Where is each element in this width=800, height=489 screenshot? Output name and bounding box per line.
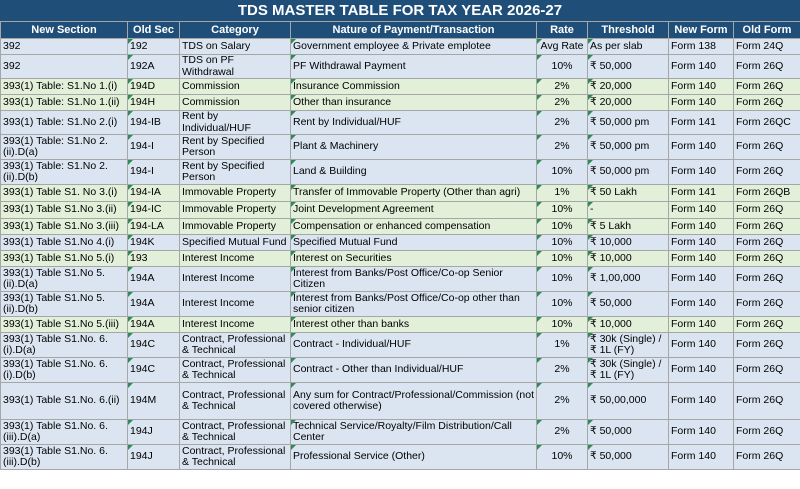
- new-section-cell: 393(1) Table S1.No. 6.(iii).D(a): [1, 420, 128, 445]
- category-cell: Contract, Professional & Technical: [180, 333, 291, 358]
- new-section-cell: 393(1) Table: S1.No 1.(i): [1, 79, 128, 95]
- old-sec-cell: 194A: [128, 292, 180, 317]
- threshold-cell: ₹ 50,000: [588, 420, 669, 445]
- new-section-cell: 393(1) Table: S1.No 1.(ii): [1, 95, 128, 111]
- nature-cell: Interest other than banks: [291, 317, 537, 333]
- threshold-cell: ₹ 1,00,000: [588, 267, 669, 292]
- table-row: [1, 111, 800, 135]
- table-row: [1, 219, 800, 235]
- old-form-cell: Form 26Q: [734, 202, 800, 219]
- new-form-cell: Form 140: [669, 219, 734, 235]
- new-form-cell: Form 141: [669, 185, 734, 202]
- old-form-cell: Form 26Q: [734, 267, 800, 292]
- old-form-cell: Form 26Q: [734, 420, 800, 445]
- table-row: [1, 79, 800, 95]
- nature-cell: Interest from Banks/Post Office/Co-op Senior Citizen: [291, 267, 537, 292]
- new-section-cell: 393(1) Table: S1.No 2.(i): [1, 111, 128, 135]
- category-cell: Specified Mutual Fund: [180, 235, 291, 251]
- new-section-cell: 393(1) Table S1.No 5.(i): [1, 251, 128, 267]
- old-sec-cell: 194H: [128, 95, 180, 111]
- category-cell: Interest Income: [180, 251, 291, 267]
- new-section-cell: 393(1) Table S1.No. 6.(iii).D(b): [1, 445, 128, 470]
- old-sec-cell: 194-I: [128, 135, 180, 160]
- nature-cell: Plant & Machinery: [291, 135, 537, 160]
- new-section-cell: 393(1) Table S1.No 3.(ii): [1, 202, 128, 219]
- nature-cell: Other than insurance: [291, 95, 537, 111]
- threshold-cell: ₹ 30k (Single) / ₹ 1L (FY): [588, 358, 669, 383]
- category-cell: Interest Income: [180, 317, 291, 333]
- old-sec-cell: 194-IA: [128, 185, 180, 202]
- threshold-cell: ₹ 50,000 pm: [588, 111, 669, 135]
- new-section-cell: 392: [1, 39, 128, 55]
- old-form-cell: Form 26Q: [734, 135, 800, 160]
- new-section-cell: 393(1) Table S1.No. 6.(ii): [1, 383, 128, 420]
- table-row: [1, 267, 800, 292]
- threshold-cell: ₹ 30k (Single) / ₹ 1L (FY): [588, 333, 669, 358]
- new-form-cell: Form 140: [669, 267, 734, 292]
- old-form-cell: Form 26QC: [734, 111, 800, 135]
- nature-cell: Compensation or enhanced compensation: [291, 219, 537, 235]
- new-form-cell: Form 140: [669, 202, 734, 219]
- nature-cell: Interest from Banks/Post Office/Co-op other than senior citizen: [291, 292, 537, 317]
- nature-cell: Government employee & Private emplotee: [291, 39, 537, 55]
- old-sec-cell: 192: [128, 39, 180, 55]
- threshold-cell: ₹ 50,000: [588, 445, 669, 470]
- old-form-cell: Form 26Q: [734, 55, 800, 79]
- old-sec-cell: 192A: [128, 55, 180, 79]
- new-form-cell: Form 140: [669, 95, 734, 111]
- old-form-cell: Form 26Q: [734, 219, 800, 235]
- category-cell: Rent by Specified Person: [180, 135, 291, 160]
- old-form-cell: Form 26Q: [734, 317, 800, 333]
- header-row: [1, 22, 800, 39]
- rate-cell: 10%: [537, 292, 588, 317]
- rate-cell: Avg Rate: [537, 39, 588, 55]
- old-sec-cell: 194-I: [128, 160, 180, 185]
- new-form-cell: Form 140: [669, 79, 734, 95]
- category-cell: TDS on PF Withdrawal: [180, 55, 291, 79]
- new-form-cell: Form 140: [669, 135, 734, 160]
- old-form-cell: Form 26Q: [734, 95, 800, 111]
- new-section-cell: 393(1) Table S1.No 5.(iii): [1, 317, 128, 333]
- category-cell: Commission: [180, 95, 291, 111]
- rate-cell: 1%: [537, 185, 588, 202]
- old-form-cell: Form 26Q: [734, 160, 800, 185]
- threshold-cell: ₹ 5 Lakh: [588, 219, 669, 235]
- table-row: [1, 445, 800, 470]
- rate-cell: 10%: [537, 267, 588, 292]
- category-cell: Immovable Property: [180, 202, 291, 219]
- new-section-cell: 393(1) Table S1.No 4.(i): [1, 235, 128, 251]
- new-section-cell: 393(1) Table S1. No 3.(i): [1, 185, 128, 202]
- nature-cell: Any sum for Contract/Professional/Commission (not covered otherwise): [291, 383, 537, 420]
- nature-cell: Interest on Securities: [291, 251, 537, 267]
- threshold-cell: ₹ 50,000 pm: [588, 135, 669, 160]
- old-form-cell: Form 26QB: [734, 185, 800, 202]
- rate-cell: 2%: [537, 420, 588, 445]
- category-cell: Contract, Professional & Technical: [180, 445, 291, 470]
- rate-cell: 10%: [537, 251, 588, 267]
- table-row: [1, 317, 800, 333]
- threshold-cell: ₹ 50,000: [588, 292, 669, 317]
- new-form-cell: Form 140: [669, 160, 734, 185]
- table-row: [1, 95, 800, 111]
- old-sec-cell: 194J: [128, 420, 180, 445]
- rate-cell: 10%: [537, 235, 588, 251]
- threshold-cell: ₹ 10,000: [588, 251, 669, 267]
- new-form-cell: Form 140: [669, 317, 734, 333]
- header-nature: Nature of Payment/Transaction: [291, 22, 537, 39]
- old-form-cell: Form 26Q: [734, 79, 800, 95]
- header-old-sec: Old Sec: [128, 22, 180, 39]
- rate-cell: 2%: [537, 111, 588, 135]
- category-cell: Rent by Individual/HUF: [180, 111, 291, 135]
- old-sec-cell: 193: [128, 251, 180, 267]
- new-form-cell: Form 140: [669, 55, 734, 79]
- table-row: [1, 185, 800, 202]
- new-form-cell: Form 140: [669, 251, 734, 267]
- rate-cell: 2%: [537, 79, 588, 95]
- category-cell: Contract, Professional & Technical: [180, 358, 291, 383]
- new-form-cell: Form 140: [669, 383, 734, 420]
- rate-cell: 1%: [537, 333, 588, 358]
- new-section-cell: 393(1) Table S1.No. 6.(i).D(a): [1, 333, 128, 358]
- table-row: [1, 383, 800, 420]
- new-section-cell: 393(1) Table S1.No 3.(iii): [1, 219, 128, 235]
- old-sec-cell: 194-IB: [128, 111, 180, 135]
- table-row: [1, 292, 800, 317]
- rate-cell: 10%: [537, 219, 588, 235]
- nature-cell: Contract - Individual/HUF: [291, 333, 537, 358]
- old-form-cell: Form 26Q: [734, 292, 800, 317]
- old-form-cell: Form 26Q: [734, 333, 800, 358]
- nature-cell: Specified Mutual Fund: [291, 235, 537, 251]
- header-new-section: New Section: [1, 22, 128, 39]
- threshold-cell: ₹ 20,000: [588, 95, 669, 111]
- old-form-cell: Form 26Q: [734, 383, 800, 420]
- old-sec-cell: 194-IC: [128, 202, 180, 219]
- table-row: [1, 333, 800, 358]
- threshold-cell: ₹ 50,000 pm: [588, 160, 669, 185]
- table-row: [1, 235, 800, 251]
- old-form-cell: Form 26Q: [734, 358, 800, 383]
- header-old-form: Old Form: [734, 22, 800, 39]
- nature-cell: Professional Service (Other): [291, 445, 537, 470]
- new-section-cell: 393(1) Table S1.No 5.(ii).D(a): [1, 267, 128, 292]
- threshold-cell: ₹ 20,000: [588, 79, 669, 95]
- threshold-cell: As per slab: [588, 39, 669, 55]
- category-cell: Interest Income: [180, 292, 291, 317]
- category-cell: Commission: [180, 79, 291, 95]
- rate-cell: 2%: [537, 95, 588, 111]
- old-sec-cell: 194K: [128, 235, 180, 251]
- old-sec-cell: 194A: [128, 267, 180, 292]
- rate-cell: 10%: [537, 445, 588, 470]
- rate-cell: 10%: [537, 317, 588, 333]
- table-row: [1, 160, 800, 185]
- new-form-cell: Form 141: [669, 111, 734, 135]
- threshold-cell: ₹ 50 Lakh: [588, 185, 669, 202]
- table-row: [1, 135, 800, 160]
- category-cell: TDS on Salary: [180, 39, 291, 55]
- new-form-cell: Form 140: [669, 420, 734, 445]
- header-new-form: New Form: [669, 22, 734, 39]
- new-form-cell: Form 140: [669, 235, 734, 251]
- threshold-cell: ₹ 50,00,000: [588, 383, 669, 420]
- new-section-cell: 393(1) Table S1.No. 6.(i).D(b): [1, 358, 128, 383]
- table-row: [1, 39, 800, 55]
- header-threshold: Threshold: [588, 22, 669, 39]
- new-section-cell: 393(1) Table S1.No 5.(ii).D(b): [1, 292, 128, 317]
- threshold-cell: ₹ 10,000: [588, 317, 669, 333]
- table-body: [1, 39, 800, 470]
- category-cell: Immovable Property: [180, 185, 291, 202]
- threshold-cell: ₹ 10,000: [588, 235, 669, 251]
- nature-cell: Land & Building: [291, 160, 537, 185]
- new-form-cell: Form 140: [669, 358, 734, 383]
- new-section-cell: 392: [1, 55, 128, 79]
- rate-cell: 2%: [537, 383, 588, 420]
- rate-cell: 2%: [537, 135, 588, 160]
- rate-cell: 10%: [537, 202, 588, 219]
- nature-cell: Joint Development Agreement: [291, 202, 537, 219]
- nature-cell: Technical Service/Royalty/Film Distribution/Call Center: [291, 420, 537, 445]
- new-section-cell: 393(1) Table: S1.No 2.(ii).D(a): [1, 135, 128, 160]
- old-sec-cell: 194D: [128, 79, 180, 95]
- rate-cell: 2%: [537, 358, 588, 383]
- old-form-cell: Form 26Q: [734, 235, 800, 251]
- nature-cell: Rent by Individual/HUF: [291, 111, 537, 135]
- old-form-cell: Form 26Q: [734, 445, 800, 470]
- threshold-cell: -: [588, 202, 669, 219]
- old-sec-cell: 194M: [128, 383, 180, 420]
- nature-cell: PF Withdrawal Payment: [291, 55, 537, 79]
- rate-cell: 10%: [537, 160, 588, 185]
- table-row: [1, 55, 800, 79]
- category-cell: Contract, Professional & Technical: [180, 420, 291, 445]
- category-cell: Rent by Specified Person: [180, 160, 291, 185]
- table-row: [1, 358, 800, 383]
- sheet-title: TDS MASTER TABLE FOR TAX YEAR 2026-27: [0, 0, 800, 22]
- nature-cell: Insurance Commission: [291, 79, 537, 95]
- category-cell: Contract, Professional & Technical: [180, 383, 291, 420]
- table-row: [1, 420, 800, 445]
- table-row: [1, 251, 800, 267]
- old-sec-cell: 194C: [128, 333, 180, 358]
- old-sec-cell: 194A: [128, 317, 180, 333]
- new-form-cell: Form 140: [669, 333, 734, 358]
- rate-cell: 10%: [537, 55, 588, 79]
- header-rate: Rate: [537, 22, 588, 39]
- old-sec-cell: 194-LA: [128, 219, 180, 235]
- new-form-cell: Form 138: [669, 39, 734, 55]
- category-cell: Interest Income: [180, 267, 291, 292]
- category-cell: Immovable Property: [180, 219, 291, 235]
- old-form-cell: Form 24Q: [734, 39, 800, 55]
- old-sec-cell: 194C: [128, 358, 180, 383]
- old-form-cell: Form 26Q: [734, 251, 800, 267]
- nature-cell: Contract - Other than Individual/HUF: [291, 358, 537, 383]
- new-form-cell: Form 140: [669, 292, 734, 317]
- threshold-cell: ₹ 50,000: [588, 55, 669, 79]
- new-form-cell: Form 140: [669, 445, 734, 470]
- old-sec-cell: 194J: [128, 445, 180, 470]
- new-section-cell: 393(1) Table: S1.No 2.(ii).D(b): [1, 160, 128, 185]
- tds-table: [0, 21, 800, 470]
- table-row: [1, 202, 800, 219]
- nature-cell: Transfer of Immovable Property (Other than agri): [291, 185, 537, 202]
- header-category: Category: [180, 22, 291, 39]
